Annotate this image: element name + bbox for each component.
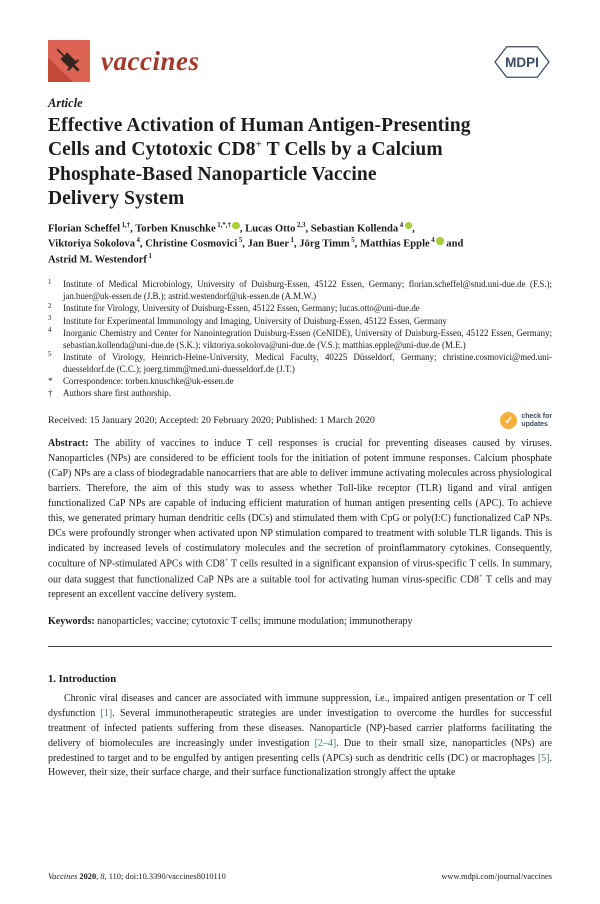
cd8-superscript: + [479,572,483,580]
introduction-paragraph [48,692,552,781]
author: Florian Scheffel [48,223,121,235]
author-affil-sup: 1 [148,252,152,260]
affiliation-text: Institute for Experimental Immunology and Imaging, University of Duisburg-Essen, 45122 Essen, Germany [63,315,447,326]
keywords [48,615,552,630]
citation-link[interactable]: [1] [100,708,113,720]
abstract-label: Abstract: [48,438,89,450]
title-line-2: Cells and Cytotoxic CD8 [48,139,256,161]
affiliation-text: Institute of Virology, Heinrich-Heine-University, Medical Faculty, 40225 Düsseldorf, Germany; christine.cosmovici@med.uni-duesseldorf.de (C.C.); joerg.timm@med.uni-duesseldorf.de (J.T.) [63,351,552,374]
received-accepted-published: Received: 15 January 2020; Accepted: 20 February 2020; Published: 1 March 2020 [48,415,375,427]
check-for-updates-badge[interactable] [500,412,552,429]
author-affil-sup: 2,3 [296,221,306,229]
author-affil-sup: 5 [238,237,243,245]
journal-url[interactable]: www.mdpi.com/journal/vaccines [441,872,552,881]
correspondence-marker: * [48,376,53,387]
author: Matthias Epple [359,238,430,250]
author: Sebastian Kollenda [310,223,399,235]
abstract-text: T cells resulted in a significant expansion of virus-specific T cells. In summary, our data suggest that functionalized CaP NPs are a suitable tool for activating human virus-specific CD8 [48,558,552,585]
title-superscript: + [255,138,262,151]
dagger-marker: † [48,388,53,399]
citation-link[interactable]: [5] [537,752,550,764]
author: Christine Cosmovici [145,238,238,250]
title-line-1: Effective Activation of Human Antigen-Presenting [48,115,471,136]
first-authorship-row [48,387,552,399]
abstract [48,436,552,602]
affiliation-marker: 5 [48,350,52,359]
author-line-3 [48,252,552,268]
author-separator: , [139,238,146,250]
author: Astrid M. Westendorf [48,254,147,266]
title-line-4: Delivery System [48,188,185,210]
body-text: . However, their size, their surface charge, and their surface functionalization strongly affect the uptake [48,752,552,779]
affiliation-text: Inorganic Chemistry and Center for Nanointegration Duisburg-Essen (CeNIDE), University of Duisburg-Essen, 45122 Essen, Germany; sebastian.kollenda@uni-due.de (S.K.); viktoriya.sokolova@uni-due.de (V.S.); matthias.epple@uni-due.de (M.E.) [63,327,552,350]
author-list [48,221,552,268]
author-line-2 [48,236,552,252]
journal-citation: Vaccines 2020, 8, 110; doi:10.3390/vaccines8010110 [48,872,226,881]
check-icon: ✓ [500,412,517,429]
affiliation-row [48,315,552,327]
mdpi-logo-text: MDPI [505,54,539,70]
affiliation-text: Institute for Virology, University of Duisburg-Essen, 45122 Essen, Germany; lucas.otto@uni-due.de [63,303,420,314]
dates-row [48,412,552,429]
affiliation-row [48,351,552,375]
affiliation-row [48,302,552,314]
body-text: . Due to their small size, nanoparticles (NPs) are predestined to target and to be engulfed by antigen presenting cells (APCs) such as dendritic cells (DC) or macrophages [48,737,553,764]
section-heading-introduction: 1. Introduction [48,674,117,686]
affiliation-marker: 4 [48,326,52,335]
author-separator: , [293,238,300,250]
orcid-icon[interactable] [405,222,413,230]
author: Jörg Timm [299,238,350,250]
author-affil-sup: 4 [136,237,140,245]
orcid-icon[interactable] [436,237,444,245]
affiliation-row [48,327,552,351]
section-divider [48,646,552,647]
author-affil-sup: 4 [431,237,435,245]
title-line-3: Phosphate-Based Nanoparticle Vaccine [48,163,377,185]
keywords-label: Keywords: [48,615,95,627]
author-separator: , [412,223,415,235]
journal-brand [48,40,199,82]
cd8-superscript: + [224,557,229,565]
body-text: . Several immunotherapeutic strategies are under investigation to overcome the hurdles for successful treatment of infected patients suffering from these diseases. Nanoparticle (NP)-based carrier platforms facilitating the delivery of biomolecules are increasingly under investigation [48,708,552,749]
page-footer [48,872,552,881]
author-affil-sup: 1,† [121,221,131,229]
author-separator: , [305,223,311,235]
correspondence-text[interactable]: Correspondence: torben.knuschke@uk-essen.de [63,376,234,387]
citation-link[interactable]: [2–4] [314,737,337,749]
author: Lucas Otto [245,223,296,235]
author: Viktoriya Sokolova [48,238,136,250]
article-title [48,114,552,212]
author-separator: , [354,238,360,250]
author-affil-sup: 5 [351,237,355,245]
affiliation-marker: 3 [48,314,52,323]
abstract-text: T cells and may represent an excellent vaccine delivery system. [48,573,552,600]
author-separator: , [239,223,246,235]
affiliation-marker: 1 [48,277,52,286]
check-for-updates-label: check for updates [521,413,552,428]
affiliation-text: Institute of Medical Microbiology, University of Duisburg-Essen, 45122 Essen, Germany; florian.scheffel@stud.uni-due.de (F.S.); jan.buer@uk-essen.de (J.B.); astrid.westendorf@uk-essen.de (A.M.W.) [63,279,552,302]
author-affil-sup: 1,*,† [217,221,231,229]
author: Torben Knuschke [135,223,216,235]
author-separator: , [130,223,136,235]
mdpi-logo [492,44,552,80]
keywords-text: nanoparticles; vaccine; cytotoxic T cells; immune modulation; immunotherapy [97,615,413,627]
author: Jan Buer [247,238,290,250]
article-type-label: Article [48,96,83,110]
author-affil-sup: 4 [399,221,404,229]
affiliation-marker: 2 [48,301,52,310]
abstract-text: The ability of vaccines to induce T cell responses is crucial for preventing diseases caused by viruses. Nanoparticles (NPs) are considered to be efficient tools for the initiation of potent immune responses. Calcium phosphate (CaP) NPs are a class of biodegradable nanocarriers that are able to deliver immune activating molecules across physiological barriers. Therefore, the aim of this study was to assess whether Toll-like receptor (TLR) ligand and viral antigen functionalized CaP NPs are capable of inducing efficient maturation of human antigen presenting cells (APC). To achieve this, we generated primary human dendritic cells (DCs) and stimulated them with CpG or poly(I:C) functionalized CaP NPs. DCs were profoundly stronger when activated upon NP stimulation compared to treatment with soluble TLR ligands. This is indicated by increased levels of costimulatory molecules and the secretion of proinflammatory cytokines. Consequently, coculture of NP-stimulated APCs with CD8 [48,438,552,570]
author-separator: and [443,238,464,250]
header [48,40,552,82]
author-line-1 [48,221,552,237]
body-text: Chronic viral diseases and cancer are associated with immune suppression, i.e., impaired antigen presentation or T cell dysfunction [48,693,552,720]
vaccines-syringe-icon [48,40,90,82]
correspondence-row [48,375,552,387]
first-authorship-text: Authors share first authorship. [63,388,171,399]
affiliation-row [48,278,552,302]
journal-name: vaccines [101,45,200,76]
author-separator: , [242,238,248,250]
affiliation-list [48,278,552,399]
title-line-2b: T Cells by a Calcium [261,139,443,161]
orcid-icon[interactable] [232,222,240,230]
author-affil-sup: 1 [290,237,294,245]
